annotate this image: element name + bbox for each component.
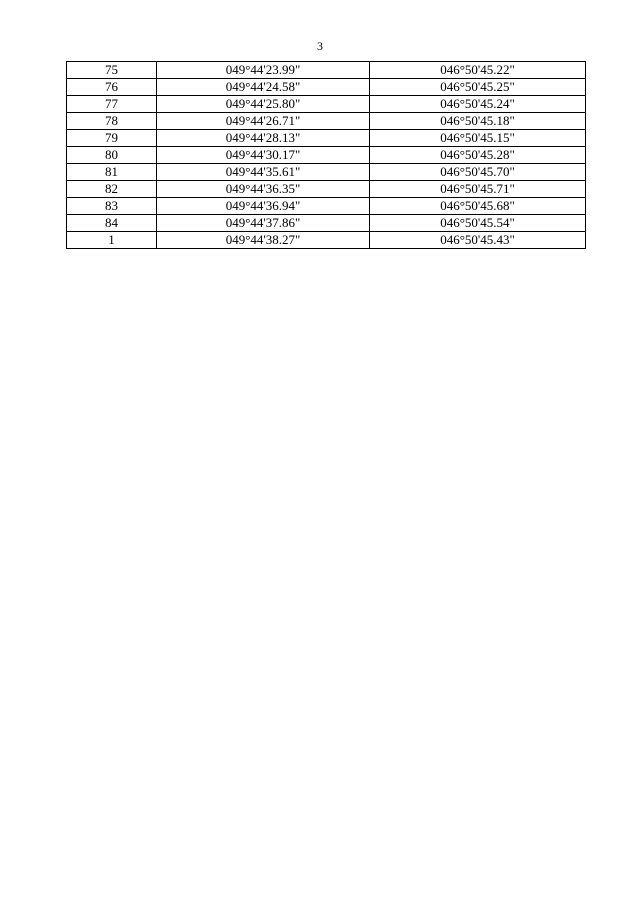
longitude-cell: 046°50'45.70" — [370, 164, 586, 181]
table-row — [67, 232, 586, 249]
point-number-cell: 83 — [67, 198, 157, 215]
page-number: 3 — [317, 39, 323, 53]
point-number-cell: 80 — [67, 147, 157, 164]
longitude-cell: 046°50'45.54" — [370, 215, 586, 232]
table-row — [67, 96, 586, 113]
table-row — [67, 113, 586, 130]
longitude-cell: 046°50'45.24" — [370, 96, 586, 113]
latitude-cell: 049°44'36.35" — [157, 181, 370, 198]
longitude-cell: 046°50'45.25" — [370, 79, 586, 96]
latitude-cell: 049°44'23.99" — [157, 62, 370, 79]
longitude-cell: 046°50'45.18" — [370, 113, 586, 130]
point-number-cell: 82 — [67, 181, 157, 198]
latitude-cell: 049°44'37.86" — [157, 215, 370, 232]
point-number-cell: 75 — [67, 62, 157, 79]
latitude-cell: 049°44'36.94" — [157, 198, 370, 215]
point-number-cell: 1 — [67, 232, 157, 249]
table-row — [67, 164, 586, 181]
latitude-cell: 049°44'28.13" — [157, 130, 370, 147]
point-number-cell: 78 — [67, 113, 157, 130]
latitude-cell: 049°44'25.80" — [157, 96, 370, 113]
point-number-cell: 84 — [67, 215, 157, 232]
point-number-cell: 77 — [67, 96, 157, 113]
longitude-cell: 046°50'45.68" — [370, 198, 586, 215]
point-number-cell: 79 — [67, 130, 157, 147]
longitude-cell: 046°50'45.43" — [370, 232, 586, 249]
longitude-cell: 046°50'45.71" — [370, 181, 586, 198]
longitude-cell: 046°50'45.22" — [370, 62, 586, 79]
table-row — [67, 215, 586, 232]
table-row — [67, 147, 586, 164]
latitude-cell: 049°44'30.17" — [157, 147, 370, 164]
longitude-cell: 046°50'45.15" — [370, 130, 586, 147]
latitude-cell: 049°44'38.27" — [157, 232, 370, 249]
latitude-cell: 049°44'26.71" — [157, 113, 370, 130]
table-row — [67, 62, 586, 79]
coordinates-table — [66, 61, 586, 249]
table-row — [67, 130, 586, 147]
table-row — [67, 181, 586, 198]
latitude-cell: 049°44'24.58" — [157, 79, 370, 96]
table-row — [67, 198, 586, 215]
longitude-cell: 046°50'45.28" — [370, 147, 586, 164]
point-number-cell: 81 — [67, 164, 157, 181]
latitude-cell: 049°44'35.61" — [157, 164, 370, 181]
point-number-cell: 76 — [67, 79, 157, 96]
table-row — [67, 79, 586, 96]
